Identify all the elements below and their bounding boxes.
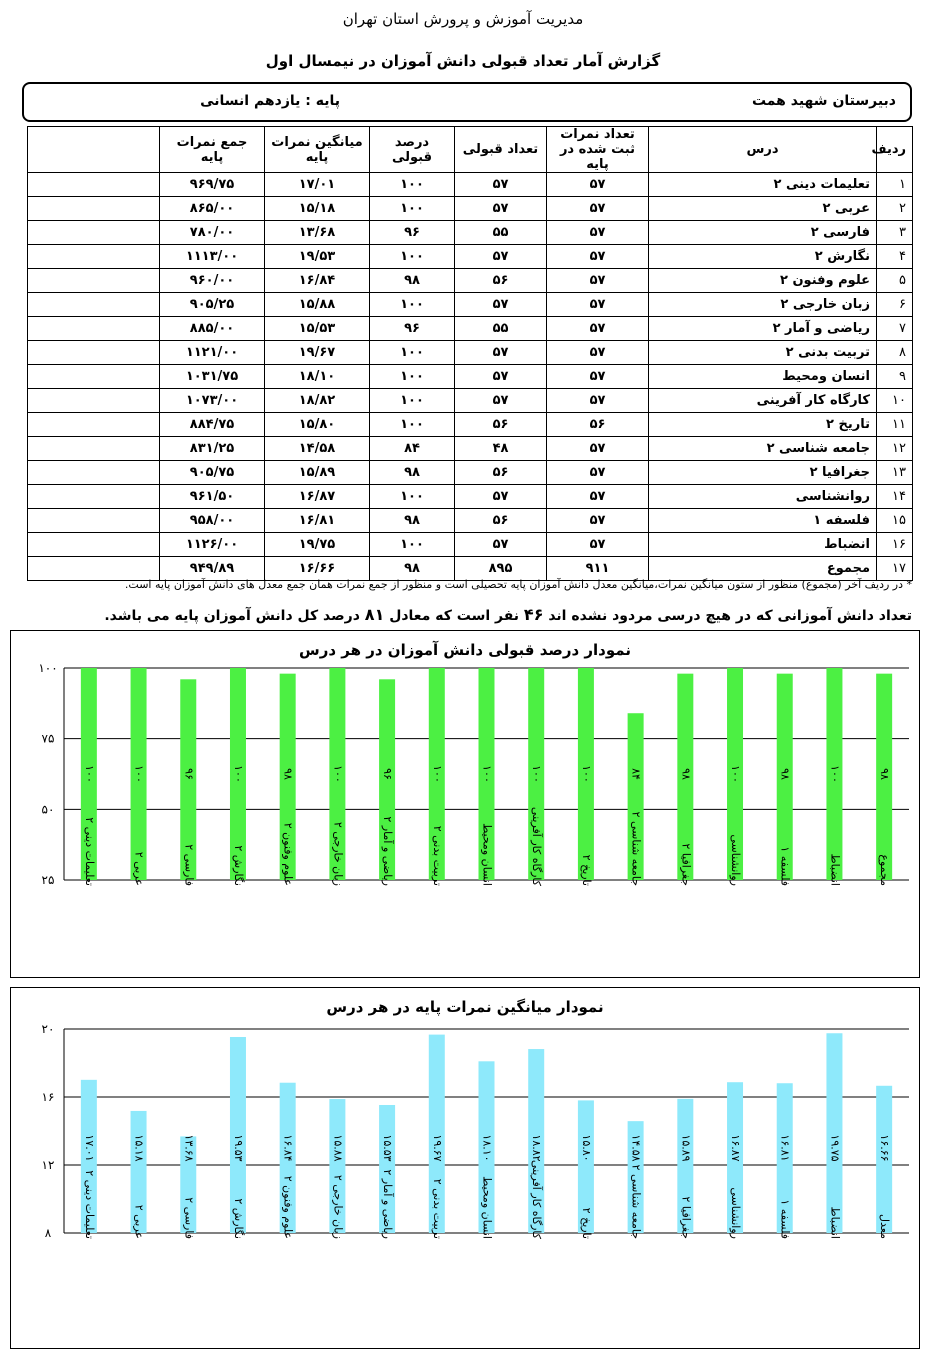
cell-percent: ۱۰۰ xyxy=(370,197,455,221)
cell-percent: ۸۴ xyxy=(370,437,455,461)
cell-extra xyxy=(28,389,160,413)
cell-registered: ۵۷ xyxy=(547,317,649,341)
category-label: زبان خارجی ۲ xyxy=(331,1174,345,1239)
average-chart-panel xyxy=(10,987,920,1349)
cell-course: انضباط xyxy=(649,533,877,557)
data-label: ۱۰۰ xyxy=(132,765,146,783)
cell-row-no: ۱۴ xyxy=(877,485,913,509)
cell-passed: ۵۷ xyxy=(455,197,547,221)
category-label: عربی ۲ xyxy=(132,1204,146,1239)
cell-percent: ۹۶ xyxy=(370,317,455,341)
cell-extra xyxy=(28,245,160,269)
header-average: میانگین نمرات پایه xyxy=(265,127,370,173)
header-pass-percent: درصد قبولی xyxy=(370,127,455,173)
table-row xyxy=(28,317,913,341)
bar xyxy=(826,1033,842,1233)
pass-percent-chart-title: نمودار درصد قبولی دانش آموزان در هر درس xyxy=(299,641,631,659)
y-tick-label: ۵۰ xyxy=(41,802,55,817)
cell-registered: ۵۷ xyxy=(547,197,649,221)
cell-registered: ۵۷ xyxy=(547,341,649,365)
header-course: درس xyxy=(649,127,877,173)
cell-percent: ۱۰۰ xyxy=(370,533,455,557)
data-label: ۱۵.۱۸ xyxy=(132,1134,146,1162)
table-row xyxy=(28,341,913,365)
cell-sum: ۹۶۱/۵۰ xyxy=(160,485,265,509)
cell-row-no: ۸ xyxy=(877,341,913,365)
info-box xyxy=(22,82,912,122)
summary-part2: نفر است که معادل xyxy=(389,608,520,624)
cell-average: ۱۸/۸۲ xyxy=(265,389,370,413)
table-row xyxy=(28,221,913,245)
y-tick-label: ۱۲ xyxy=(41,1158,55,1172)
data-label: ۹۶ xyxy=(381,768,395,780)
summary-part1: تعداد دانش آموزانی که در هیچ درسی مردود نشده اند xyxy=(548,608,912,624)
category-label: کارگاه کار آفرینی xyxy=(530,806,544,886)
cell-course: علوم وفنون ۲ xyxy=(649,269,877,293)
category-label: تربیت بدنی ۲ xyxy=(430,1178,444,1239)
cell-average: ۱۴/۵۸ xyxy=(265,437,370,461)
cell-percent: ۹۶ xyxy=(370,221,455,245)
cell-sum: ۱۱۱۳/۰۰ xyxy=(160,245,265,269)
category-label: تاریخ ۲ xyxy=(579,1207,593,1239)
cell-registered: ۵۷ xyxy=(547,293,649,317)
cell-average: ۱۵/۸۹ xyxy=(265,461,370,485)
data-label: ۱۶.۸۱ xyxy=(778,1134,792,1162)
cell-course: مجموع xyxy=(649,557,877,581)
cell-average: ۱۵/۸۰ xyxy=(265,413,370,437)
data-label: ۹۸ xyxy=(679,768,693,780)
table-row xyxy=(28,269,913,293)
data-label: ۸۴ xyxy=(629,768,643,780)
data-label: ۹۸ xyxy=(281,768,295,780)
pass-percent-chart xyxy=(11,631,919,977)
data-label: ۱۸.۱۰ xyxy=(480,1134,494,1162)
cell-course: جغرافیا ۲ xyxy=(649,461,877,485)
stats-table xyxy=(27,126,913,581)
cell-passed: ۵۷ xyxy=(455,365,547,389)
cell-extra xyxy=(28,293,160,317)
cell-sum: ۸۳۱/۲۵ xyxy=(160,437,265,461)
cell-course: زبان خارجی ۲ xyxy=(649,293,877,317)
cell-course: جامعه شناسی ۲ xyxy=(649,437,877,461)
cell-registered: ۵۷ xyxy=(547,437,649,461)
category-label: نگارش ۲ xyxy=(231,845,245,886)
cell-extra xyxy=(28,437,160,461)
category-label: تعلیمات دینی ۲ xyxy=(82,1170,96,1239)
cell-average: ۱۹/۵۳ xyxy=(265,245,370,269)
data-label: ۱۸.۸۲ xyxy=(530,1134,544,1162)
average-chart xyxy=(11,988,919,1348)
cell-passed: ۵۷ xyxy=(455,485,547,509)
cell-passed: ۵۶ xyxy=(455,461,547,485)
cell-course: نگارش ۲ xyxy=(649,245,877,269)
data-label: ۱۰۰ xyxy=(729,765,743,783)
data-label: ۹۸ xyxy=(778,768,792,780)
data-label: ۹۶ xyxy=(182,768,196,780)
cell-average: ۱۶/۸۷ xyxy=(265,485,370,509)
cell-passed: ۴۸ xyxy=(455,437,547,461)
summary-percent: ۸۱ xyxy=(364,605,385,624)
category-label: مجموع xyxy=(878,854,892,886)
cell-passed: ۸۹۵ xyxy=(455,557,547,581)
header-row-no: ردیف xyxy=(877,127,913,173)
data-label: ۱۵.۵۳ xyxy=(381,1134,395,1162)
cell-passed: ۵۵ xyxy=(455,317,547,341)
y-tick-label: ۷۵ xyxy=(41,731,55,746)
cell-course: فارسی ۲ xyxy=(649,221,877,245)
table-row xyxy=(28,245,913,269)
cell-sum: ۷۸۰/۰۰ xyxy=(160,221,265,245)
data-label: ۱۵.۸۸ xyxy=(331,1134,345,1162)
cell-passed: ۵۵ xyxy=(455,221,547,245)
table-row xyxy=(28,509,913,533)
cell-passed: ۵۷ xyxy=(455,293,547,317)
organization-title: مدیریت آموزش و پرورش استان تهران xyxy=(342,10,584,28)
cell-average: ۱۹/۶۷ xyxy=(265,341,370,365)
cell-registered: ۵۶ xyxy=(547,413,649,437)
cell-extra xyxy=(28,533,160,557)
y-tick-label: ۱۰۰ xyxy=(38,661,58,675)
summary-part3: درصد کل دانش آموزان پایه می باشد. xyxy=(104,608,360,624)
y-tick-label: ۲۵ xyxy=(41,873,55,887)
cell-average: ۱۶/۶۶ xyxy=(265,557,370,581)
cell-row-no: ۱ xyxy=(877,173,913,197)
table-row xyxy=(28,173,913,197)
cell-registered: ۵۷ xyxy=(547,269,649,293)
cell-row-no: ۱۲ xyxy=(877,437,913,461)
cell-row-no: ۱۰ xyxy=(877,389,913,413)
cell-average: ۱۵/۱۸ xyxy=(265,197,370,221)
cell-row-no: ۵ xyxy=(877,269,913,293)
data-label: ۱۴.۵۸ xyxy=(629,1134,643,1162)
cell-percent: ۱۰۰ xyxy=(370,365,455,389)
category-label: فلسفه ۱ xyxy=(778,1199,792,1239)
data-label: ۱۹.۶۷ xyxy=(430,1134,444,1162)
category-label: علوم وفنون ۲ xyxy=(281,1175,295,1239)
cell-row-no: ۹ xyxy=(877,365,913,389)
category-label: معدل xyxy=(878,1214,892,1239)
cell-sum: ۱۰۷۳/۰۰ xyxy=(160,389,265,413)
summary-count: ۴۶ xyxy=(523,605,544,624)
cell-registered: ۵۷ xyxy=(547,509,649,533)
data-label: ۱۰۰ xyxy=(828,765,842,783)
cell-extra xyxy=(28,269,160,293)
cell-course: تاریخ ۲ xyxy=(649,413,877,437)
cell-row-no: ۴ xyxy=(877,245,913,269)
category-label: علوم وفنون ۲ xyxy=(281,822,295,886)
category-label: فلسفه ۱ xyxy=(778,846,792,886)
category-label: تاریخ ۲ xyxy=(579,854,593,886)
cell-registered: ۵۷ xyxy=(547,389,649,413)
table-header-row xyxy=(28,127,913,173)
cell-sum: ۸۸۵/۰۰ xyxy=(160,317,265,341)
cell-extra xyxy=(28,509,160,533)
cell-row-no: ۱۱ xyxy=(877,413,913,437)
category-label: انسان ومحیط xyxy=(480,823,494,886)
data-label: ۱۰۰ xyxy=(430,765,444,783)
cell-sum: ۱۱۲۱/۰۰ xyxy=(160,341,265,365)
category-label: روانشناسی xyxy=(729,1187,743,1239)
cell-percent: ۱۰۰ xyxy=(370,413,455,437)
cell-average: ۱۶/۸۱ xyxy=(265,509,370,533)
category-label: جامعه شناسی ۲ xyxy=(629,1164,643,1239)
category-label: زبان خارجی ۲ xyxy=(331,821,345,886)
cell-course: تعلیمات دینی ۲ xyxy=(649,173,877,197)
cell-sum: ۱۰۳۱/۷۵ xyxy=(160,365,265,389)
category-label: ریاضی و آمار ۲ xyxy=(381,1169,395,1239)
cell-course: ریاضی و آمار ۲ xyxy=(649,317,877,341)
category-label: جغرافیا ۲ xyxy=(679,843,693,886)
category-label: جغرافیا ۲ xyxy=(679,1196,693,1239)
cell-passed: ۵۷ xyxy=(455,341,547,365)
category-label: کارگاه کار آفرینی xyxy=(530,1159,544,1239)
cell-course: فلسفه ۱ xyxy=(649,509,877,533)
cell-percent: ۹۸ xyxy=(370,557,455,581)
category-label: انضباط xyxy=(828,1206,842,1239)
table-row xyxy=(28,293,913,317)
header-extra xyxy=(28,127,160,173)
cell-passed: ۵۶ xyxy=(455,269,547,293)
cell-course: عربی ۲ xyxy=(649,197,877,221)
cell-percent: ۹۸ xyxy=(370,269,455,293)
data-label: ۱۳.۶۸ xyxy=(182,1134,196,1162)
cell-passed: ۵۷ xyxy=(455,245,547,269)
cell-extra xyxy=(28,197,160,221)
cell-average: ۱۳/۶۸ xyxy=(265,221,370,245)
data-label: ۱۰۰ xyxy=(231,765,245,783)
header-sum: جمع نمرات پایه xyxy=(160,127,265,173)
cell-registered: ۵۷ xyxy=(547,461,649,485)
data-label: ۱۰۰ xyxy=(331,765,345,783)
cell-registered: ۵۷ xyxy=(547,533,649,557)
data-label: ۹۸ xyxy=(878,768,892,780)
data-label: ۱۵.۸۰ xyxy=(579,1134,593,1162)
cell-sum: ۹۰۵/۷۵ xyxy=(160,461,265,485)
summary-line xyxy=(12,605,912,624)
cell-sum: ۸۸۴/۷۵ xyxy=(160,413,265,437)
data-label: ۱۹.۷۵ xyxy=(828,1134,842,1162)
data-label: ۱۵.۸۹ xyxy=(679,1134,693,1162)
cell-row-no: ۲ xyxy=(877,197,913,221)
table-row xyxy=(28,197,913,221)
cell-average: ۱۵/۵۳ xyxy=(265,317,370,341)
cell-row-no: ۱۶ xyxy=(877,533,913,557)
average-chart-title: نمودار میانگین نمرات پایه در هر درس xyxy=(326,998,604,1016)
cell-sum: ۹۶۹/۷۵ xyxy=(160,173,265,197)
cell-course: روانشناسی xyxy=(649,485,877,509)
cell-average: ۱۶/۸۴ xyxy=(265,269,370,293)
cell-registered: ۵۷ xyxy=(547,221,649,245)
cell-percent: ۱۰۰ xyxy=(370,485,455,509)
cell-passed: ۵۷ xyxy=(455,173,547,197)
cell-percent: ۹۸ xyxy=(370,509,455,533)
cell-sum: ۹۶۰/۰۰ xyxy=(160,269,265,293)
cell-percent: ۱۰۰ xyxy=(370,245,455,269)
cell-percent: ۱۰۰ xyxy=(370,389,455,413)
cell-registered: ۵۷ xyxy=(547,173,649,197)
cell-registered: ۵۷ xyxy=(547,245,649,269)
data-label: ۱۹.۵۳ xyxy=(231,1134,245,1162)
cell-average: ۱۵/۸۸ xyxy=(265,293,370,317)
cell-extra xyxy=(28,485,160,509)
data-label: ۱۶.۶۶ xyxy=(878,1134,892,1162)
cell-row-no: ۱۵ xyxy=(877,509,913,533)
cell-extra xyxy=(28,557,160,581)
cell-extra xyxy=(28,365,160,389)
y-tick-label: ۸ xyxy=(44,1226,52,1240)
cell-extra xyxy=(28,413,160,437)
cell-average: ۱۷/۰۱ xyxy=(265,173,370,197)
cell-sum: ۹۰۵/۲۵ xyxy=(160,293,265,317)
cell-sum: ۹۵۸/۰۰ xyxy=(160,509,265,533)
cell-row-no: ۶ xyxy=(877,293,913,317)
table-row xyxy=(28,461,913,485)
category-label: تعلیمات دینی ۲ xyxy=(82,817,96,886)
pass-percent-chart-panel xyxy=(10,630,920,978)
table-row xyxy=(28,389,913,413)
y-tick-label: ۱۶ xyxy=(41,1090,55,1104)
data-label: ۱۰۰ xyxy=(579,765,593,783)
cell-extra xyxy=(28,317,160,341)
cell-registered: ۵۷ xyxy=(547,365,649,389)
category-label: جامعه شناسی ۲ xyxy=(629,811,643,886)
data-label: ۱۶.۸۴ xyxy=(281,1134,295,1162)
table-row xyxy=(28,413,913,437)
category-label: نگارش ۲ xyxy=(231,1198,245,1239)
cell-average: ۱۹/۷۵ xyxy=(265,533,370,557)
grade-label: پایه : یازدهم انسانی xyxy=(200,93,340,109)
cell-sum: ۱۱۲۶/۰۰ xyxy=(160,533,265,557)
category-label: ریاضی و آمار ۲ xyxy=(381,816,395,886)
table-row xyxy=(28,437,913,461)
cell-extra xyxy=(28,341,160,365)
cell-extra xyxy=(28,173,160,197)
category-label: عربی ۲ xyxy=(132,851,146,886)
category-label: روانشناسی xyxy=(729,834,743,886)
category-label: فارسی ۲ xyxy=(182,1197,196,1239)
category-label: تربیت بدنی ۲ xyxy=(430,825,444,886)
data-label: ۱۰۰ xyxy=(530,765,544,783)
cell-percent: ۱۰۰ xyxy=(370,341,455,365)
cell-row-no: ۱۳ xyxy=(877,461,913,485)
cell-passed: ۵۶ xyxy=(455,509,547,533)
cell-passed: ۵۶ xyxy=(455,413,547,437)
cell-sum: ۸۶۵/۰۰ xyxy=(160,197,265,221)
category-label: فارسی ۲ xyxy=(182,844,196,886)
report-title: گزارش آمار تعداد قبولی دانش آموزان در نیمسال اول xyxy=(265,52,661,70)
data-label: ۱۰۰ xyxy=(82,765,96,783)
cell-extra xyxy=(28,461,160,485)
header-registered: تعداد نمرات ثبت شده در پایه xyxy=(547,127,649,173)
cell-passed: ۵۷ xyxy=(455,533,547,557)
cell-sum: ۹۴۹/۸۹ xyxy=(160,557,265,581)
cell-row-no: ۱۷ xyxy=(877,557,913,581)
cell-row-no: ۷ xyxy=(877,317,913,341)
cell-passed: ۵۷ xyxy=(455,389,547,413)
cell-percent: ۱۰۰ xyxy=(370,293,455,317)
footnote: * در ردیف آخر (مجموع) منظور از ستون میانگین نمرات،میانگین معدل دانش آموزان پایه تحصیلی است و منظور از جمع نمرات همان جمع معدل های دانش آموزان پایه است. xyxy=(124,578,912,591)
table-row xyxy=(28,533,913,557)
data-label: ۱۶.۸۷ xyxy=(729,1134,743,1162)
data-label: ۱۷.۰۱ xyxy=(82,1134,96,1162)
table-row xyxy=(28,485,913,509)
cell-course: انسان ومحیط xyxy=(649,365,877,389)
cell-percent: ۹۸ xyxy=(370,461,455,485)
cell-row-no: ۳ xyxy=(877,221,913,245)
data-label: ۱۰۰ xyxy=(480,765,494,783)
cell-course: تربیت بدنی ۲ xyxy=(649,341,877,365)
cell-course: کارگاه کار آفرینی xyxy=(649,389,877,413)
header-passed: تعداد قبولی xyxy=(455,127,547,173)
category-label: انضباط xyxy=(828,853,842,886)
school-name: دبیرستان شهید همت xyxy=(751,93,896,109)
y-tick-label: ۲۰ xyxy=(41,1022,55,1036)
category-label: انسان ومحیط xyxy=(480,1176,494,1239)
cell-extra xyxy=(28,221,160,245)
table-row xyxy=(28,557,913,581)
cell-registered: ۹۱۱ xyxy=(547,557,649,581)
cell-percent: ۱۰۰ xyxy=(370,173,455,197)
table-row xyxy=(28,365,913,389)
cell-registered: ۵۷ xyxy=(547,485,649,509)
cell-average: ۱۸/۱۰ xyxy=(265,365,370,389)
